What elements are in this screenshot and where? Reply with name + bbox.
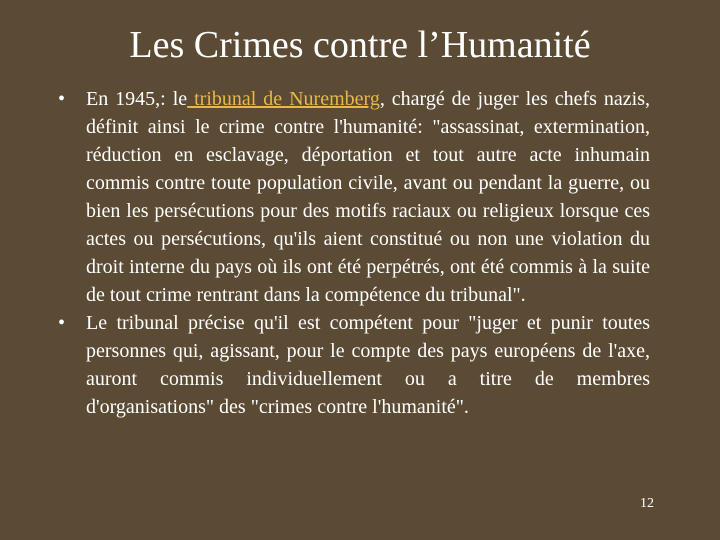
- slide-title: Les Crimes contre l’Humanité: [129, 24, 591, 66]
- bullet-text-suffix: , chargé de juger les chefs nazis, définit ainsi le crime contre l'humanité: "assassinat, extermination, réduction en esclavage, déportation et tout autre acte inhumain commis contre toute population civile, avant ou pendant la guerre, ou bien les persécutions pour des motifs raciaux ou religieux lorsque ces actes ou persécutions, qu'ils aient constitué ou non une violation du droit interne du pays où ils ont été perpétrés, ont été commis à la suite de tout crime rentrant dans la compétence du tribunal".: [86, 88, 650, 306]
- bullet-text: Le tribunal précise qu'il est compétent pour "juger et punir toutes personnes qui, agissant, pour le compte des pays européens de l'axe, auront commis individuellement ou a titre de membres d'organisations" des "crimes contre l'humanité".: [86, 312, 650, 418]
- nuremberg-tribunal-link[interactable]: tribunal de Nuremberg: [187, 88, 380, 110]
- bullet-item: [58, 309, 650, 421]
- bullet-item: [58, 85, 650, 309]
- bullet-icon: •: [58, 88, 66, 110]
- bullet-list: [58, 85, 650, 421]
- page-number: 12: [640, 496, 654, 511]
- bullet-icon: •: [58, 312, 66, 334]
- bullet-text-prefix: En 1945,: le: [86, 88, 188, 110]
